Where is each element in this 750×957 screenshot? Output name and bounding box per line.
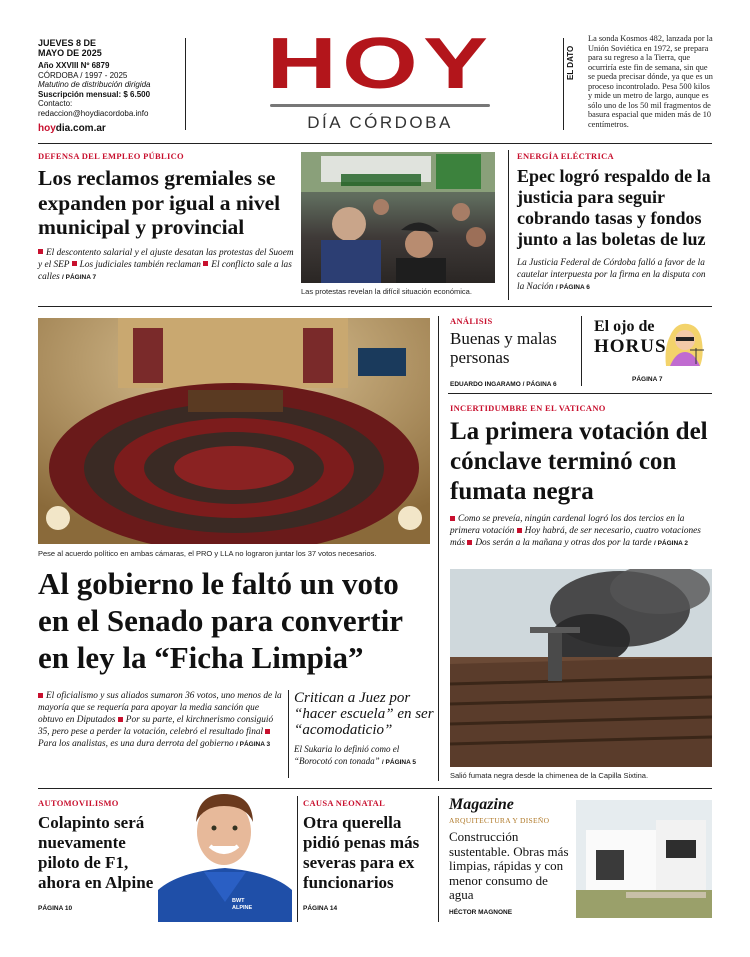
headline-epec[interactable]: Epec logró respaldo de la justicia para seguir cobrando tasas y fondos junto a las boletas de luz xyxy=(517,166,711,249)
story-analisis[interactable] xyxy=(450,316,575,388)
summary-epec: La Justicia Federal de Córdoba falló a favor de la cautelar interpuesta por la firma en la disputa con la Nación / PÁGINA 6 xyxy=(517,258,706,292)
photo-fumata xyxy=(450,569,712,767)
summary-senado: El oficialismo y sus aliados sumaron 36 votos, uno menos de la mayoría que se requería para apoyar la media sanción que obtuvo en Diputados Por su parte, el kirchnerismo consiguió 35, pero pese a perder la votación, celebró el resultado final Para los analistas, es una dura derrota del gobierno / PÁGINA 3 xyxy=(38,691,282,749)
page-colapinto[interactable]: PÁGINA 10 xyxy=(38,905,73,912)
author-analisis: EDUARDO INGARAMO / PÁGINA 6 xyxy=(450,381,557,388)
protest-scene-image xyxy=(301,152,495,283)
edition-number: Año XXVIII Nº 6879 xyxy=(38,61,110,70)
logo-subtitle: DÍA CÓRDOBA xyxy=(307,113,453,132)
horus-title-line2: HORUS xyxy=(594,336,667,357)
photo-house xyxy=(576,800,712,918)
headline-empleo[interactable]: Los reclamos gremiales se expanden por igual a nivel municipal y provincial xyxy=(38,166,281,239)
logo-wordmark: HOY xyxy=(266,24,494,104)
story-empleo[interactable] xyxy=(38,151,294,284)
headline-neonatal[interactable]: Otra querella pidió penas más severas para ex funcionarios xyxy=(303,813,420,892)
magazine-teaser[interactable] xyxy=(449,796,573,916)
kicker-empleo: DEFENSA DEL EMPLEO PÚBLICO xyxy=(38,151,184,161)
page-neonatal[interactable]: PÁGINA 14 xyxy=(303,905,338,912)
el-dato-label: EL DATO xyxy=(566,45,575,80)
story-conclave[interactable] xyxy=(450,403,712,550)
horus-column[interactable] xyxy=(588,318,712,384)
story-juez[interactable] xyxy=(294,690,434,768)
edition-date: JUEVES 8 DE MAYO DE 2025 xyxy=(38,38,102,58)
photo-colapinto xyxy=(158,782,292,922)
summary-empleo: El descontento salarial y el ajuste desatan las protestas del Suoem y el SEP Los judiciales también reclaman El conflicto sale a las calles / PÁGINA 7 xyxy=(38,247,294,282)
magazine-label: Magazine xyxy=(449,796,514,813)
horus-page[interactable]: PÁGINA 7 xyxy=(632,376,663,383)
horus-title-line1: El ojo de xyxy=(594,318,655,335)
contact-label: Contacto: xyxy=(38,99,73,108)
caption-fumata: Salió fumata negra desde la chimenea de la Capilla Sixtina. xyxy=(450,771,649,780)
el-dato-text: La sonda Kosmos 482, lanzada por la Unión Soviética en 1972, se prepara para su regreso a la Tierra, que ocurriría este fin de semana, sin que se pueda precisar dónde, ya que es un proceso incontrolado. Pesa 500 kilos y mide un metro de largo, aunque es sólo uno de los 50 mil fragmentos de basura espacial que miden más de 10 centímetros. xyxy=(588,34,713,129)
kicker-epec: ENERGÍA ELÉCTRICA xyxy=(517,151,614,161)
story-colapinto[interactable] xyxy=(38,798,160,912)
magazine-kicker: ARQUITECTURA Y DISEÑO xyxy=(449,816,550,825)
caption-senado: Pese al acuerdo político en ambas cámaras, el PRO y LLA no lograron juntar los 37 votos necesarios. xyxy=(38,549,377,558)
driver-portrait-image xyxy=(158,782,292,922)
headline-senado[interactable]: Al gobierno le faltó un voto en el Senado para convertir en ley la “Ficha Limpia” xyxy=(38,566,403,675)
house-image xyxy=(576,800,712,918)
masthead-info xyxy=(38,38,188,134)
title-analisis[interactable]: Buenas y malas personas xyxy=(450,329,557,367)
summary-conclave: Como se preveía, ningún cardenal logró los dos tercios en la primera votación Hoy habrá, de ser necesario, cuatro votaciones más Dos serán a la mañana y otras dos por la tarde / PÁGINA 2 xyxy=(450,514,701,548)
story-neonatal[interactable] xyxy=(303,798,431,912)
kicker-analisis: ANÁLISIS xyxy=(450,316,493,326)
logo-underline xyxy=(270,104,490,107)
summary-juez: El Sukaria lo definió como el “Borocotó con tonada” / PÁGINA 5 xyxy=(294,744,416,766)
jersey-text: BWT ALPINE xyxy=(232,898,253,911)
caption-protest: Las protestas revelan la difícil situación económica. xyxy=(301,287,472,296)
kicker-neonatal: CAUSA NEONATAL xyxy=(303,798,386,808)
story-epec[interactable] xyxy=(517,151,713,294)
kicker-colapinto: AUTOMOVILISMO xyxy=(38,798,119,808)
headline-conclave[interactable]: La primera votación del cónclave terminó con fumata negra xyxy=(450,418,708,505)
site-url[interactable]: hoydia.com.ar xyxy=(38,123,106,134)
headline-juez[interactable]: Critican a Juez por “hacer escuela” en ser “acomodaticio” xyxy=(294,690,434,738)
kicker-conclave: INCERTIDUMBRE EN EL VATICANO xyxy=(450,403,606,413)
distribution-note: Matutino de distribución dirigida xyxy=(38,80,151,89)
logo xyxy=(250,24,510,132)
photo-protest xyxy=(301,152,495,283)
subscription-price: Suscripción mensual: $ 6.500 xyxy=(38,89,151,99)
photo-senado xyxy=(38,318,430,544)
contact-email[interactable]: redaccion@hoydiacordoba.info xyxy=(38,108,149,118)
headline-colapinto[interactable]: Colapinto será nuevamente piloto de F1, ahora en Alpine xyxy=(38,813,154,892)
horus-lady-justice-icon xyxy=(656,318,708,368)
city-years: CÓRDOBA / 1997 - 2025 xyxy=(38,70,128,80)
chimney-smoke-image xyxy=(450,569,712,767)
magazine-author: HÉCTOR MAGNONE xyxy=(449,908,513,916)
senate-chamber-image xyxy=(38,318,430,544)
magazine-title[interactable]: Construcción sustentable. Obras más limpias, rápidas y con menor consumo de agua xyxy=(449,829,569,902)
